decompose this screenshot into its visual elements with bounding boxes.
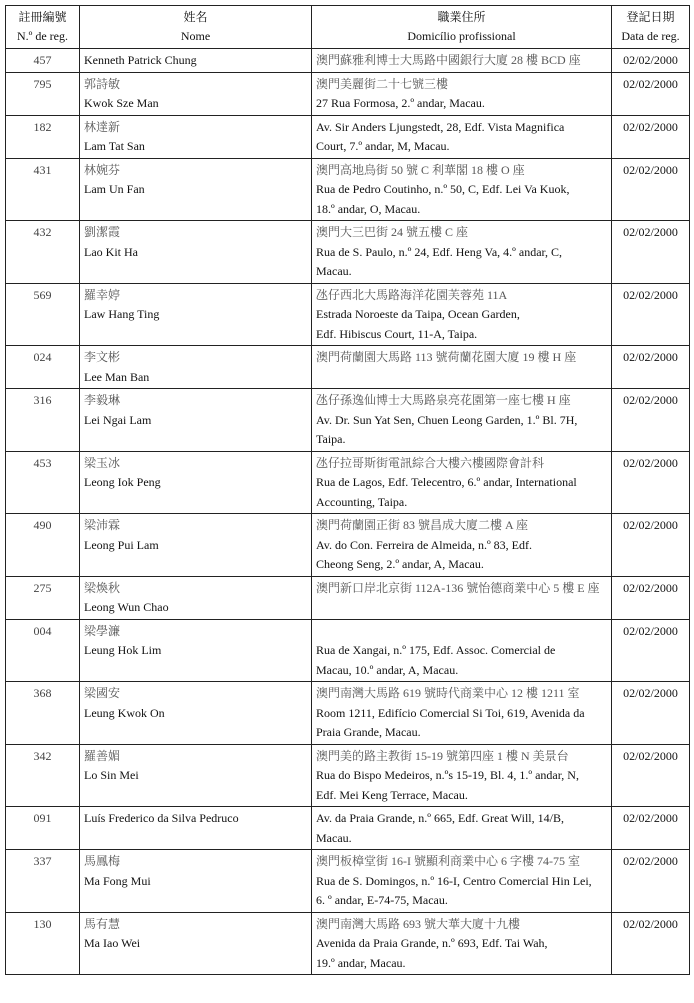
- address-line: 澳門美麗街二十七號三樓: [316, 76, 449, 91]
- professional-address: [312, 807, 612, 850]
- reg-number: 316: [6, 389, 80, 452]
- table-row: [6, 682, 690, 745]
- professional-address: [312, 346, 612, 389]
- address-line: [316, 622, 607, 642]
- reg-number: 091: [6, 807, 80, 850]
- professional-address: [312, 221, 612, 284]
- name-latin: Lao Kit Ha: [84, 244, 138, 259]
- name-latin: Luís Frederico da Silva Pedruco: [84, 811, 239, 825]
- professional-address: [312, 72, 612, 115]
- name-chinese: 郭詩敏: [84, 76, 121, 91]
- registration-date: 02/02/2000: [612, 283, 690, 346]
- address-line: 氹仔拉哥斯街電訊綜合大樓六樓國際會計科: [316, 455, 545, 470]
- name-latin: Ma Fong Mui: [84, 873, 151, 888]
- header-address-pt: Domicílio profissional: [407, 29, 516, 43]
- registration-date: 02/02/2000: [612, 115, 690, 158]
- address-line: Av. Dr. Sun Yat Sen, Chuen Leong Garden, 1.º Bl. 7H,: [316, 412, 578, 427]
- person-name: [80, 850, 312, 913]
- name-latin: Lam Un Fan: [84, 182, 145, 196]
- address-line: Rua de Pedro Coutinho, n.º 50, C, Edf. Lei Va Kuok,: [316, 182, 570, 196]
- table-row: [6, 49, 690, 73]
- address-line: 澳門荷蘭園大馬路 113 號荷蘭花園大廈 19 樓 H 座: [316, 350, 577, 364]
- name-chinese: 林達新: [84, 119, 121, 134]
- address-line: 澳門大三巴街 24 號五樓 C 座: [316, 225, 469, 239]
- person-name: [80, 807, 312, 850]
- address-line: 澳門南灣大馬路 619 號時代商業中心 12 樓 1211 室: [316, 686, 580, 700]
- name-chinese: 梁國安: [84, 686, 121, 700]
- reg-number: 024: [6, 346, 80, 389]
- reg-number: 368: [6, 682, 80, 745]
- name-latin: Ma Iao Wei: [84, 936, 141, 950]
- registration-date: 02/02/2000: [612, 682, 690, 745]
- header-reg-number-zh: 註冊編號: [18, 10, 67, 24]
- person-name: [80, 283, 312, 346]
- name-chinese: 馬有慧: [84, 916, 121, 931]
- registration-date: 02/02/2000: [612, 576, 690, 619]
- name-chinese: 梁煥秋: [84, 580, 121, 595]
- address-line: 澳門美的路主教街 15-19 號第四座 1 樓 N 美景台: [316, 748, 569, 763]
- reg-number: 453: [6, 451, 80, 514]
- reg-number: 431: [6, 158, 80, 221]
- table-body: [6, 49, 690, 975]
- person-name: [80, 451, 312, 514]
- address-line: 澳門蘇雅利博士大馬路中國銀行大廈 28 樓 BCD 座: [316, 53, 581, 67]
- address-line: Accounting, Taipa.: [316, 494, 408, 509]
- header-name: [80, 6, 312, 49]
- address-line: 6. º andar, E-74-75, Macau.: [316, 893, 448, 907]
- person-name: [80, 115, 312, 158]
- registry-table: [5, 5, 690, 975]
- name-latin: Leong Pui Lam: [84, 537, 159, 552]
- address-line: Cheong Seng, 2.º andar, A, Macau.: [316, 557, 484, 571]
- address-line: Av. do Con. Ferreira de Almeida, n.º 83, Edf.: [316, 537, 533, 552]
- name-chinese: 李文彬: [84, 350, 121, 364]
- name-latin: Lo Sin Mei: [84, 768, 139, 782]
- reg-number: 337: [6, 850, 80, 913]
- person-name: [80, 72, 312, 115]
- registration-date: 02/02/2000: [612, 389, 690, 452]
- address-line: Macau.: [316, 264, 352, 278]
- table-row: [6, 451, 690, 514]
- header-date-zh: 登記日期: [626, 10, 675, 24]
- address-line: 氹仔孫逸仙博士大馬路泉亮花園第一座七樓 H 座: [316, 393, 571, 407]
- address-line: Rua de S. Domingos, n.º 16-I, Centro Comercial Hin Lei,: [316, 873, 592, 888]
- header-address-zh: 職業住所: [437, 10, 486, 24]
- table-row: [6, 619, 690, 682]
- table-row: [6, 389, 690, 452]
- table-row: [6, 850, 690, 913]
- table-row: [6, 221, 690, 284]
- name-latin: Law Hang Ting: [84, 307, 160, 321]
- address-line: 澳門新口岸北京街 112A-136 號怡德商業中心 5 樓 E 座: [316, 580, 600, 595]
- reg-number: 004: [6, 619, 80, 682]
- person-name: [80, 346, 312, 389]
- name-latin: Leung Kwok On: [84, 705, 165, 720]
- person-name: [80, 912, 312, 975]
- name-chinese: 馬鳳梅: [84, 854, 121, 868]
- professional-address: [312, 389, 612, 452]
- name-chinese: 梁沛霖: [84, 518, 121, 532]
- person-name: [80, 221, 312, 284]
- table-row: [6, 72, 690, 115]
- address-line: Rua de Xangai, n.º 175, Edf. Assoc. Comercial de: [316, 643, 556, 657]
- name-chinese: 李毅琳: [84, 393, 121, 407]
- table-header: [6, 6, 690, 49]
- name-latin: Leong Iok Peng: [84, 475, 161, 489]
- header-name-pt: Nome: [180, 29, 211, 43]
- registration-date: 02/02/2000: [612, 158, 690, 221]
- header-date: [612, 6, 690, 49]
- name-chinese: 羅幸婷: [84, 287, 121, 302]
- reg-number: 490: [6, 514, 80, 577]
- reg-number: 342: [6, 744, 80, 807]
- registration-date: 02/02/2000: [612, 72, 690, 115]
- person-name: [80, 682, 312, 745]
- registration-date: 02/02/2000: [612, 744, 690, 807]
- address-line: Av. Sir Anders Ljungstedt, 28, Edf. Vista Magnifica: [316, 119, 565, 134]
- person-name: [80, 744, 312, 807]
- name-latin: Kwok Sze Man: [84, 96, 159, 110]
- header-date-pt: Data de reg.: [621, 29, 680, 43]
- registration-date: 02/02/2000: [612, 619, 690, 682]
- address-line: Rua de Lagos, Edf. Telecentro, 6.º andar, International: [316, 475, 577, 489]
- professional-address: [312, 744, 612, 807]
- registration-date: 02/02/2000: [612, 49, 690, 73]
- address-line: Court, 7.º andar, M, Macau.: [316, 139, 450, 153]
- table-row: [6, 283, 690, 346]
- table-row: [6, 807, 690, 850]
- name-chinese: 劉潔霞: [84, 225, 121, 239]
- name-latin: Leong Wun Chao: [84, 600, 169, 614]
- professional-address: [312, 850, 612, 913]
- person-name: [80, 576, 312, 619]
- professional-address: [312, 682, 612, 745]
- name-chinese: 羅善媚: [84, 748, 121, 763]
- address-line: Rua de S. Paulo, n.º 24, Edf. Heng Va, 4.º andar, C,: [316, 244, 563, 259]
- table-row: [6, 514, 690, 577]
- reg-number: 182: [6, 115, 80, 158]
- name-chinese: 梁學濂: [84, 623, 121, 638]
- address-line: 澳門荷蘭園正街 83 號昌成大廈二樓 A 座: [316, 518, 529, 532]
- name-chinese: 林婉芬: [84, 162, 121, 177]
- header-reg-number-pt: N.º de reg.: [16, 29, 69, 43]
- name-chinese: 梁玉冰: [84, 455, 121, 470]
- name-latin: Lee Man Ban: [84, 369, 150, 384]
- person-name: [80, 619, 312, 682]
- reg-number: 795: [6, 72, 80, 115]
- professional-address: [312, 576, 612, 619]
- address-line: Estrada Noroeste da Taipa, Ocean Garden,: [316, 307, 520, 321]
- address-line: 澳門板樟堂街 16-I 號顯利商業中心 6 字樓 74-75 室: [316, 854, 580, 868]
- registration-date: 02/02/2000: [612, 451, 690, 514]
- professional-address: [312, 619, 612, 682]
- reg-number: 130: [6, 912, 80, 975]
- reg-number: 457: [6, 49, 80, 73]
- header-name-zh: 姓名: [183, 10, 208, 24]
- address-line: 19.º andar, Macau.: [316, 955, 406, 970]
- professional-address: [312, 49, 612, 73]
- header-reg-number: [6, 6, 80, 49]
- person-name: [80, 514, 312, 577]
- table-row: [6, 576, 690, 619]
- registration-date: 02/02/2000: [612, 807, 690, 850]
- address-line: Macau, 10.º andar, A, Macau.: [316, 662, 459, 677]
- address-line: Edf. Hibiscus Court, 11-A, Taipa.: [316, 326, 478, 341]
- person-name: [80, 49, 312, 73]
- person-name: [80, 158, 312, 221]
- professional-address: [312, 283, 612, 346]
- reg-number: 432: [6, 221, 80, 284]
- table-row: [6, 115, 690, 158]
- address-line: Macau.: [316, 830, 352, 845]
- address-line: Room 1211, Edifício Comercial Si Toi, 619, Avenida da: [316, 705, 585, 720]
- address-line: Edf. Mei Keng Terrace, Macau.: [316, 787, 468, 802]
- professional-address: [312, 451, 612, 514]
- registration-date: 02/02/2000: [612, 221, 690, 284]
- name-latin: Leung Hok Lim: [84, 643, 162, 657]
- reg-number: 275: [6, 576, 80, 619]
- address-line: Praia Grande, Macau.: [316, 725, 421, 739]
- name-latin: Lam Tat San: [84, 139, 145, 153]
- registration-date: 02/02/2000: [612, 346, 690, 389]
- professional-address: [312, 912, 612, 975]
- table-row: [6, 158, 690, 221]
- registration-date: 02/02/2000: [612, 912, 690, 975]
- name-latin: Kenneth Patrick Chung: [84, 53, 197, 67]
- address-line: Rua do Bispo Medeiros, n.ºs 15-19, Bl. 4, 1.º andar, N,: [316, 768, 579, 782]
- table-row: [6, 912, 690, 975]
- address-line: Avenida da Praia Grande, n.º 693, Edf. Tai Wah,: [316, 936, 548, 950]
- person-name: [80, 389, 312, 452]
- address-line: 18.º andar, O, Macau.: [316, 201, 421, 216]
- address-line: 27 Rua Formosa, 2.º andar, Macau.: [316, 96, 485, 110]
- registration-date: 02/02/2000: [612, 514, 690, 577]
- professional-address: [312, 115, 612, 158]
- table-row: [6, 744, 690, 807]
- name-latin: Lei Ngai Lam: [84, 412, 152, 427]
- header-address: [312, 6, 612, 49]
- address-line: 氹仔西北大馬路海洋花園芙蓉苑 11A: [316, 287, 508, 302]
- professional-address: [312, 514, 612, 577]
- registration-date: 02/02/2000: [612, 850, 690, 913]
- header-row: [6, 6, 690, 49]
- address-line: 澳門高地烏街 50 號 C 利華閣 18 樓 O 座: [316, 162, 525, 177]
- address-line: 澳門南灣大馬路 693 號大華大廈十九樓: [316, 916, 521, 931]
- reg-number: 569: [6, 283, 80, 346]
- professional-address: [312, 158, 612, 221]
- table-row: [6, 346, 690, 389]
- address-line: Taipa.: [316, 432, 346, 446]
- address-line: Av. da Praia Grande, n.º 665, Edf. Great Will, 14/B,: [316, 811, 564, 825]
